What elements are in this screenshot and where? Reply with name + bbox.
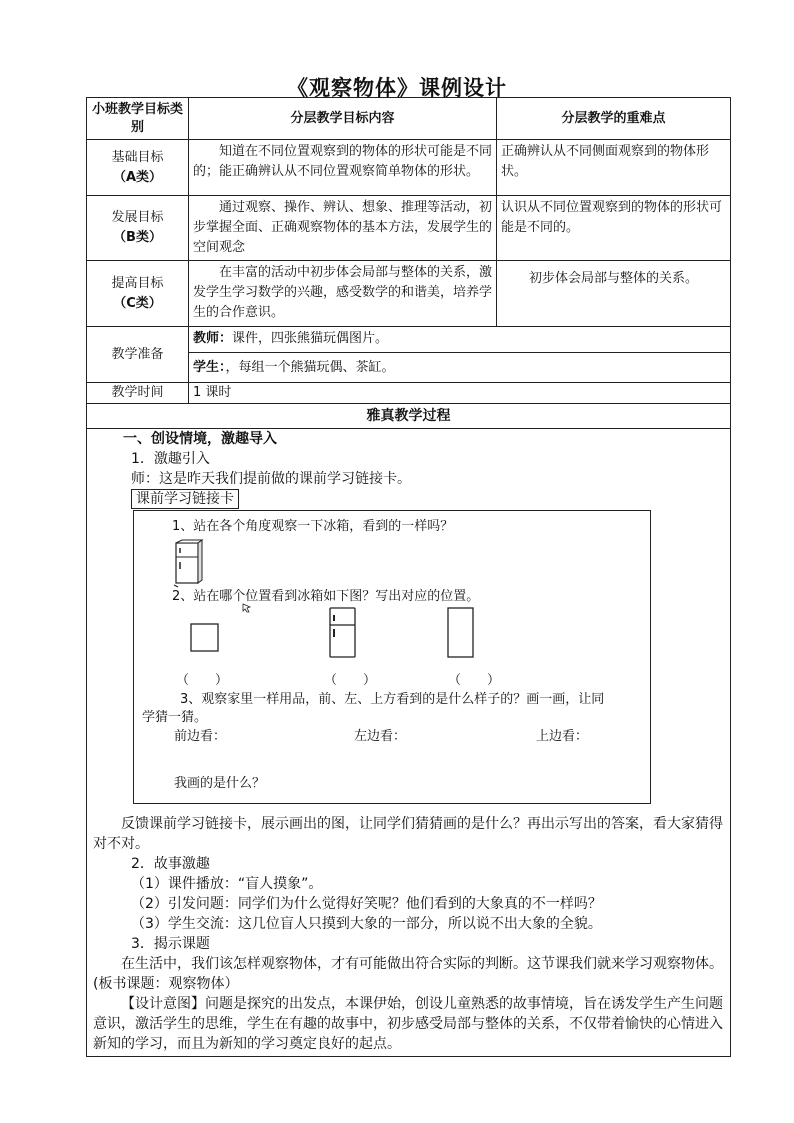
subsection-3: 3．揭示课题: [131, 936, 210, 952]
prep-label: 教学准备: [87, 327, 189, 383]
subsection-2: 2．故事激趣: [131, 856, 210, 872]
card-question-3: 3、观察家里一样用品，前、左、上方看到的是什么样子的？画一画，让同: [180, 692, 605, 707]
prep-row-teacher: [87, 327, 731, 353]
process-title: 雅真教学过程: [87, 404, 731, 429]
goal-category-c: [87, 261, 189, 327]
goal-category-b: [87, 196, 189, 261]
header-row: [87, 98, 731, 140]
fridge-icon: [172, 539, 204, 589]
prep-teacher-text: 课件，四张熊猫玩偶图片。: [232, 331, 389, 346]
goal-focus-b: 认识从不同位置观察到的物体的形状可能是不同的。: [497, 196, 731, 261]
header-focus: 分层教学的重难点: [497, 98, 731, 140]
fridge-front-view-icon: [328, 607, 358, 659]
prep-student-label: 学生：: [193, 359, 226, 375]
goal-row-b: [87, 196, 731, 261]
goal-category-level: （A类）: [112, 169, 163, 185]
prep-teacher: [189, 327, 731, 353]
front-view-label: 前边看：: [174, 729, 227, 744]
header-category: 小班教学目标类别: [87, 98, 189, 140]
prep-teacher-label: 教师：: [193, 331, 233, 346]
top-view-label: 上边看：: [536, 729, 589, 744]
time-row: [87, 383, 731, 404]
goal-focus-c: 初步体会局部与整体的关系。: [497, 261, 731, 327]
design-intent-text: 【设计意图】问题是探究的出发点，本课伊始，创设儿童熟悉的故事情境，旨在诱发学生产生问题意识，激活学生的思维，学生在有趣的故事中，初步感受局部与整体的关系，不仅带着愉快的心情进入新知的学习，而且为新知的学习奠定良好的起点。: [93, 996, 723, 1052]
subsection-1-text: 师：这是昨天我们提前做的课前学习链接卡。: [131, 471, 411, 487]
goal-focus-a: 正确辨认从不同侧面观察到的物体形状。: [497, 140, 731, 196]
blank-3: （ ）: [448, 673, 501, 688]
card-question-1: 1、站在各个角度观察一下冰箱，看到的一样吗？: [172, 519, 454, 534]
goal-category-level: （B类）: [113, 230, 162, 245]
goal-category-name: 基础目标: [111, 149, 164, 165]
story-step-2: （2）引发问题：同学们为什么觉得好笑呢？他们看到的大象真的不一样吗？: [131, 896, 602, 912]
prep-student: [189, 353, 731, 383]
section-heading: 一、创设情境，激趣导入: [123, 431, 277, 447]
subsection-1: 1．激趣引入: [131, 451, 210, 467]
goal-content-c: 在丰富的活动中初步体会局部与整体的关系，激发学生学习数学的兴趣，感受数学的和谐美，培养学生的合作意识。: [189, 261, 497, 327]
header-content: 分层教学目标内容: [189, 98, 497, 140]
story-step-1: （1）课件播放：“盲人摸象”。: [131, 876, 323, 892]
prep-student-text: ，每组一个熊猫玩偶、茶缸。: [225, 359, 395, 375]
blank-1: （ ）: [176, 673, 229, 688]
process-row: [87, 429, 731, 1057]
goal-category-name: 发展目标: [111, 210, 164, 225]
goal-content-a: 知道在不同位置观察到的物体的形状可能是不同的；能正确辨认从不同位置观察简单物体的形状。: [189, 140, 497, 196]
fridge-side-view-icon: [446, 607, 476, 659]
process-body: [87, 429, 731, 1057]
goal-category-a: [87, 140, 189, 196]
process-title-row: [87, 404, 731, 429]
page-title: 《观察物体》课例设计: [287, 75, 507, 100]
goal-content-b: 通过观察、操作、辨认、想象、推理等活动，初步掌握全面、正确观察物体的基本方法，发展学生的空间观念: [189, 196, 497, 261]
time-label: 教学时间: [87, 383, 189, 404]
fridge-top-view-icon: [190, 623, 220, 653]
goal-category-level: （C类）: [113, 295, 162, 311]
feedback-text: 反馈课前学习链接卡，展示画出的图，让同学们猜猜画的是什么？再出示写出的答案，看大家猜得对不对。: [93, 816, 723, 852]
story-step-3: （3）学生交流：这几位盲人只摸到大象的一部分，所以说不出大象的全貌。: [131, 916, 602, 932]
card-tab-label: 课前学习链接卡: [131, 489, 239, 509]
blank-2: （ ）: [324, 673, 377, 688]
goal-row-a: [87, 140, 731, 196]
mouse-cursor-icon: [242, 603, 254, 613]
goal-category-name: 提高目标: [111, 275, 164, 291]
guess-question: 我画的是什么？: [174, 776, 266, 791]
topic-reveal-text: 在生活中，我们该怎样观察物体，才有可能做出符合实际的判断。这节课我们就来学习观察物体。(板书课题：观察物体）: [93, 956, 723, 992]
card-question-3-cont: 学猜一猜。: [142, 710, 208, 725]
goal-row-c: [87, 261, 731, 327]
left-view-label: 左边看：: [354, 729, 407, 744]
time-value: 1 课时: [189, 383, 731, 404]
preview-link-card: [133, 510, 651, 804]
card-question-2: 2、站在哪个位置看到冰箱如下图？写出对应的位置。: [172, 589, 480, 604]
lesson-design-table: [86, 97, 731, 1057]
